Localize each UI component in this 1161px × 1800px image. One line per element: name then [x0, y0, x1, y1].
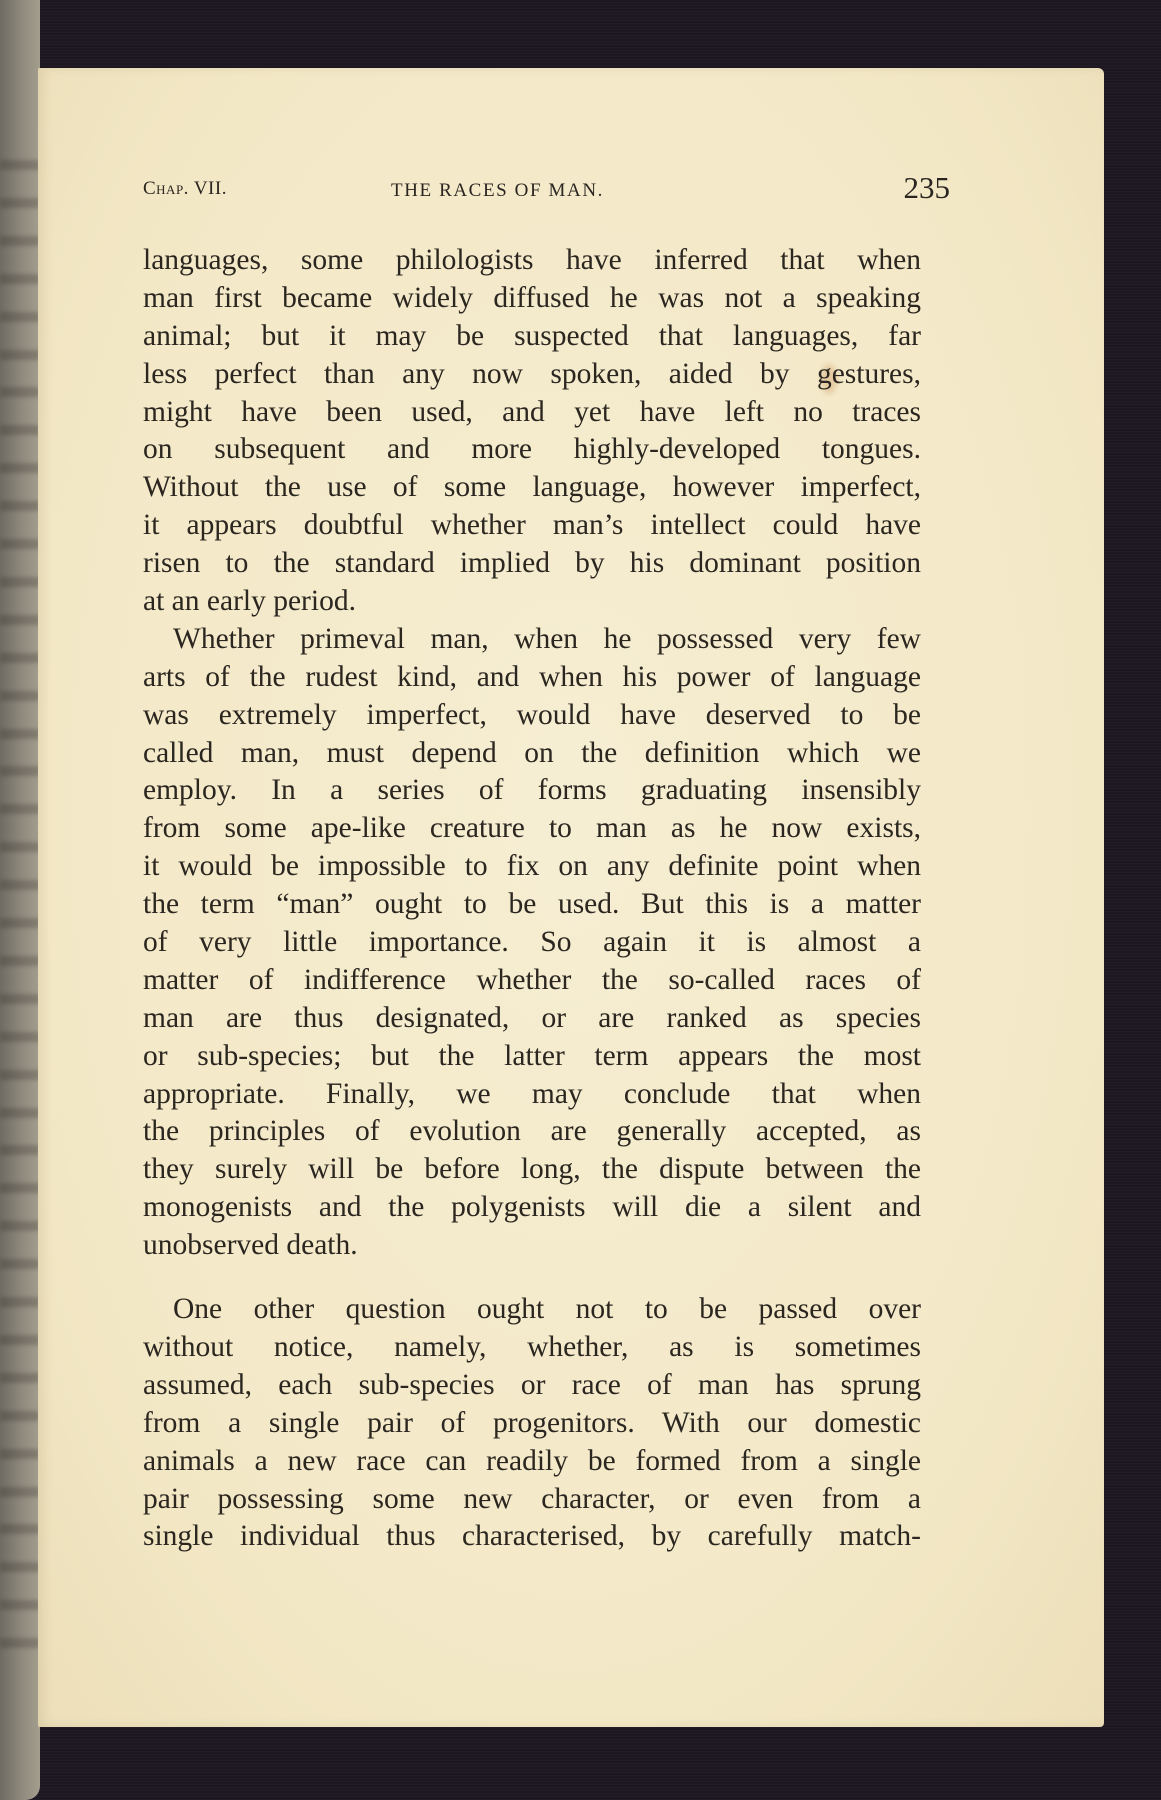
text-line: might have been used, and yet have left no traces [143, 395, 921, 428]
facing-page-text-blur [0, 1373, 40, 1383]
text-line: risen to the standard implied by his dominant position [143, 547, 921, 580]
facing-page-text-blur [0, 1297, 40, 1307]
facing-page-text-blur [0, 994, 40, 1004]
facing-page-text-blur [0, 463, 40, 473]
facing-page-text-blur [0, 918, 40, 928]
text-line: the term “man” ought to be used. But this is a matter [143, 888, 921, 921]
paragraph-2 [143, 621, 921, 1265]
facing-page-text-blur [0, 1145, 40, 1155]
facing-page-text-blur [0, 1259, 40, 1269]
facing-page-text-blur [0, 766, 40, 776]
facing-page-text-blur [0, 425, 40, 435]
text-line: of very little importance. So again it is almost a [143, 926, 921, 959]
text-line: without notice, namely, whether, as is sometimes [143, 1330, 921, 1363]
facing-page-text-blur [0, 577, 40, 587]
facing-page-text-blur [0, 1221, 40, 1231]
facing-page-text-blur [0, 653, 40, 663]
facing-page-text-blur [0, 1335, 40, 1345]
facing-page-text-blur [0, 804, 40, 814]
text-line: animal; but it may be suspected that languages, far [143, 319, 921, 352]
text-line: it appears doubtful whether man’s intellect could have [143, 509, 921, 542]
facing-page-text-blur [0, 1183, 40, 1193]
facing-page-text-blur [0, 1070, 40, 1080]
facing-page-text-blur [0, 691, 40, 701]
text-line: matter of indifference whether the so-called races of [143, 963, 921, 996]
facing-page-text-blur [0, 729, 40, 739]
text-line: languages, some philologists have inferred that when [143, 244, 921, 276]
text-line: Whether primeval man, when he possessed very few [173, 622, 921, 655]
text-line: they surely will be before long, the dispute between the [143, 1153, 921, 1186]
text-line: single individual thus characterised, by carefully match- [143, 1520, 921, 1553]
text-line: pair possessing some new character, or even from a [143, 1482, 921, 1515]
facing-page-text-blur [0, 501, 40, 511]
text-line: assumed, each sub-species or race of man has sprung [143, 1368, 921, 1401]
facing-page-text-blur [0, 1600, 40, 1610]
text-line: from a single pair of progenitors. With our domestic [143, 1406, 921, 1439]
facing-page-edge [0, 0, 40, 1800]
facing-page-text-blur [0, 1108, 40, 1118]
text-line: One other question ought not to be passed over [173, 1293, 921, 1326]
text-line: unobserved death. [143, 1229, 358, 1262]
text-line: man are thus designated, or are ranked as species [143, 1001, 921, 1034]
facing-page-text-blur [0, 350, 40, 360]
text-line: from some ape-like creature to man as he now exists, [143, 812, 921, 845]
facing-page-text-blur [0, 615, 40, 625]
facing-page-text-blur [0, 539, 40, 549]
text-line: called man, must depend on the definition which we [143, 736, 921, 769]
facing-page-text-blur [0, 160, 40, 170]
facing-page-text-blur [0, 312, 40, 322]
text-line: animals a new race can readily be formed from a single [143, 1444, 921, 1477]
facing-page-text-blur [0, 387, 40, 397]
facing-page-text-blur [0, 1638, 40, 1648]
facing-page-text-blur [0, 880, 40, 890]
facing-page-text-blur [0, 1524, 40, 1534]
facing-page-text-blur [0, 1032, 40, 1042]
facing-page-text-blur [0, 1449, 40, 1459]
text-line: monogenists and the polygenists will die a silent and [143, 1191, 921, 1224]
page-number: 235 [903, 170, 950, 205]
running-header [143, 170, 950, 212]
facing-page-text-blur [0, 1411, 40, 1421]
chapter-label: Chap. VII. [143, 178, 227, 199]
text-line: it would be impossible to fix on any definite point when [143, 850, 921, 883]
text-line: appropriate. Finally, we may conclude that when [143, 1077, 921, 1110]
facing-page-text-blur [0, 842, 40, 852]
facing-page-text-blur [0, 956, 40, 966]
text-line: arts of the rudest kind, and when his power of language [143, 660, 921, 693]
section-gap [143, 1265, 921, 1291]
running-title: THE RACES OF MAN. [391, 180, 604, 201]
text-line: man first became widely diffused he was not a speaking [143, 281, 921, 314]
text-line: was extremely imperfect, would have deserved to be [143, 698, 921, 731]
facing-page-text-blur [0, 236, 40, 246]
body-text [143, 242, 921, 1556]
facing-page-text-blur [0, 198, 40, 208]
paragraph-3 [143, 1291, 921, 1556]
facing-page-text-blur [0, 1487, 40, 1497]
text-line: on subsequent and more highly-developed tongues. [143, 433, 921, 466]
text-line: less perfect than any now spoken, aided by gestures, [143, 357, 921, 390]
text-line: or sub-species; but the latter term appears the most [143, 1039, 921, 1072]
paragraph-1 [143, 242, 921, 621]
text-line: Without the use of some language, however imperfect, [143, 471, 921, 504]
facing-page-text-blur [0, 274, 40, 284]
facing-page-text-blur [0, 1562, 40, 1572]
text-line: at an early period. [143, 585, 356, 618]
text-line: employ. In a series of forms graduating insensibly [143, 774, 921, 807]
text-line: the principles of evolution are generally accepted, as [143, 1115, 921, 1148]
